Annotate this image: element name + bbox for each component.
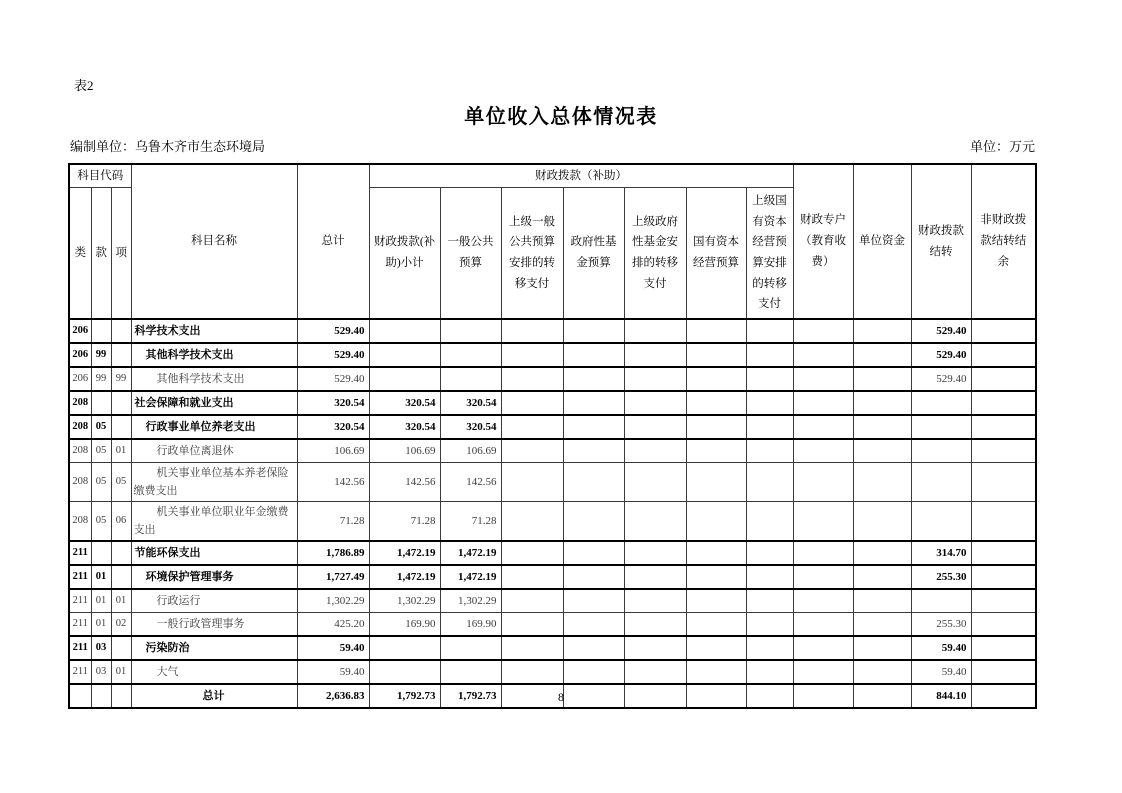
- cell-unit-funds: [853, 613, 911, 637]
- cell-subject-name: 科学技术支出: [131, 319, 297, 343]
- cell-kuan-code: 99: [91, 367, 111, 391]
- cell-unit-funds: [853, 343, 911, 367]
- cell-kuan-code: 05: [91, 415, 111, 439]
- table-row: [69, 367, 1036, 391]
- cell-xiang-code: [111, 391, 131, 415]
- cell-fiscal-carryover: 255.30: [911, 565, 971, 589]
- header-gov-fund-budget: 政府性基金预算: [563, 188, 624, 320]
- cell-grand-total: 529.40: [297, 319, 369, 343]
- cell-gov-fund-budget: [563, 391, 624, 415]
- cell-fiscal-carryover: [911, 439, 971, 463]
- cell-unit-funds: [853, 415, 911, 439]
- header-kuan-col: 款: [91, 188, 111, 320]
- cell-higher-state-capital-transfer: [746, 415, 793, 439]
- cell-higher-gov-fund-transfer: [624, 415, 686, 439]
- cell-subject-name: 一般行政管理事务: [131, 613, 297, 637]
- table-row: [69, 391, 1036, 415]
- table-row: [69, 613, 1036, 637]
- cell-higher-state-capital-transfer: [746, 391, 793, 415]
- cell-kuan-code: 05: [91, 439, 111, 463]
- cell-kuan-code: 03: [91, 636, 111, 660]
- cell-fiscal-special-account: [793, 343, 853, 367]
- cell-non-fiscal-carryover: [971, 636, 1036, 660]
- cell-fiscal-carryover: 529.40: [911, 367, 971, 391]
- header-fiscal-carryover: 财政拨款结转: [911, 164, 971, 319]
- cell-higher-general-transfer: [501, 439, 563, 463]
- header-subject-name: 科目名称: [131, 164, 297, 319]
- cell-higher-state-capital-transfer: [746, 502, 793, 542]
- cell-state-capital-budget: [686, 415, 746, 439]
- cell-fiscal-carryover: 529.40: [911, 319, 971, 343]
- cell-grand-total: 1,727.49: [297, 565, 369, 589]
- cell-higher-state-capital-transfer: [746, 565, 793, 589]
- cell-grand-total: 1,786.89: [297, 541, 369, 565]
- cell-non-fiscal-carryover: [971, 589, 1036, 613]
- cell-subject-name: 其他科学技术支出: [131, 367, 297, 391]
- cell-general-public-budget: 142.56: [440, 463, 501, 502]
- cell-fiscal-special-account: [793, 463, 853, 502]
- cell-higher-state-capital-transfer: [746, 463, 793, 502]
- cell-fiscal-subtotal: 320.54: [369, 415, 440, 439]
- cell-unit-funds: [853, 636, 911, 660]
- cell-unit-funds: [853, 439, 911, 463]
- cell-fiscal-special-account: [793, 319, 853, 343]
- cell-subject-name: 行政单位离退休: [131, 439, 297, 463]
- table-header: [69, 164, 1036, 319]
- header-subject-code: 科目代码: [69, 164, 131, 188]
- cell-higher-general-transfer: [501, 463, 563, 502]
- cell-class-code: 211: [69, 636, 91, 660]
- cell-higher-state-capital-transfer: [746, 589, 793, 613]
- cell-non-fiscal-carryover: [971, 367, 1036, 391]
- cell-class-code: 211: [69, 660, 91, 684]
- cell-non-fiscal-carryover: [971, 565, 1036, 589]
- cell-gov-fund-budget: [563, 439, 624, 463]
- cell-higher-gov-fund-transfer: [624, 391, 686, 415]
- cell-unit-funds: [853, 565, 911, 589]
- cell-class-code: 211: [69, 541, 91, 565]
- cell-subject-name: 环境保护管理事务: [131, 565, 297, 589]
- table-row: [69, 541, 1036, 565]
- cell-gov-fund-budget: [563, 541, 624, 565]
- cell-non-fiscal-carryover: [971, 502, 1036, 542]
- cell-higher-gov-fund-transfer: [624, 319, 686, 343]
- cell-general-public-budget: [440, 660, 501, 684]
- cell-higher-state-capital-transfer: [746, 319, 793, 343]
- cell-unit-funds: [853, 367, 911, 391]
- cell-fiscal-special-account: [793, 502, 853, 542]
- cell-fiscal-subtotal: 106.69: [369, 439, 440, 463]
- page-title: 单位收入总体情况表: [464, 106, 658, 128]
- cell-gov-fund-budget: [563, 343, 624, 367]
- cell-grand-total: 142.56: [297, 463, 369, 502]
- cell-state-capital-budget: [686, 636, 746, 660]
- cell-gov-fund-budget: [563, 565, 624, 589]
- cell-xiang-code: [111, 541, 131, 565]
- cell-higher-general-transfer: [501, 319, 563, 343]
- cell-state-capital-budget: [686, 541, 746, 565]
- cell-state-capital-budget: [686, 565, 746, 589]
- cell-state-capital-budget: [686, 367, 746, 391]
- cell-fiscal-subtotal: 169.90: [369, 613, 440, 637]
- cell-class-code: 208: [69, 439, 91, 463]
- cell-general-public-budget: 169.90: [440, 613, 501, 637]
- cell-higher-gov-fund-transfer: [624, 502, 686, 542]
- header-higher-gov-fund-transfer: 上级政府性基金安排的转移支付: [624, 188, 686, 320]
- cell-fiscal-special-account: [793, 589, 853, 613]
- income-overview-table: [68, 163, 1037, 709]
- cell-class-code: 211: [69, 565, 91, 589]
- cell-higher-general-transfer: [501, 636, 563, 660]
- cell-state-capital-budget: [686, 439, 746, 463]
- cell-fiscal-carryover: 314.70: [911, 541, 971, 565]
- cell-higher-state-capital-transfer: [746, 636, 793, 660]
- cell-fiscal-carryover: [911, 502, 971, 542]
- cell-higher-general-transfer: [501, 391, 563, 415]
- cell-higher-state-capital-transfer: [746, 343, 793, 367]
- cell-gov-fund-budget: [563, 613, 624, 637]
- cell-class-code: 211: [69, 589, 91, 613]
- table-row: [69, 565, 1036, 589]
- table-row: [69, 415, 1036, 439]
- header-class-col: 类: [69, 188, 91, 320]
- cell-gov-fund-budget: [563, 502, 624, 542]
- cell-general-public-budget: 1,472.19: [440, 565, 501, 589]
- cell-unit-funds: [853, 463, 911, 502]
- cell-higher-state-capital-transfer: [746, 367, 793, 391]
- cell-general-public-budget: 1,472.19: [440, 541, 501, 565]
- cell-fiscal-subtotal: 320.54: [369, 391, 440, 415]
- cell-higher-state-capital-transfer: [746, 439, 793, 463]
- table-row: [69, 636, 1036, 660]
- cell-higher-state-capital-transfer: [746, 541, 793, 565]
- cell-xiang-code: [111, 565, 131, 589]
- header-state-capital-budget: 国有资本经营预算: [686, 188, 746, 320]
- cell-xiang-code: 05: [111, 463, 131, 502]
- cell-unit-funds: [853, 660, 911, 684]
- cell-higher-gov-fund-transfer: [624, 636, 686, 660]
- cell-class-code: 206: [69, 343, 91, 367]
- cell-non-fiscal-carryover: [971, 613, 1036, 637]
- cell-general-public-budget: [440, 343, 501, 367]
- cell-fiscal-carryover: [911, 589, 971, 613]
- cell-fiscal-carryover: 59.40: [911, 660, 971, 684]
- cell-fiscal-subtotal: [369, 660, 440, 684]
- cell-higher-general-transfer: [501, 589, 563, 613]
- cell-class-code: 208: [69, 502, 91, 542]
- cell-general-public-budget: [440, 636, 501, 660]
- table-row: [69, 439, 1036, 463]
- page-number: 8: [558, 690, 564, 704]
- cell-fiscal-special-account: [793, 439, 853, 463]
- cell-subject-name: 机关事业单位基本养老保险缴费支出: [131, 463, 297, 502]
- table-row: [69, 502, 1036, 542]
- cell-fiscal-carryover: [911, 463, 971, 502]
- cell-fiscal-subtotal: 142.56: [369, 463, 440, 502]
- cell-xiang-code: [111, 343, 131, 367]
- cell-subject-name: 行政事业单位养老支出: [131, 415, 297, 439]
- cell-fiscal-subtotal: [369, 343, 440, 367]
- cell-xiang-code: 99: [111, 367, 131, 391]
- cell-gov-fund-budget: [563, 319, 624, 343]
- cell-fiscal-special-account: [793, 541, 853, 565]
- cell-subject-name: 总计: [131, 684, 297, 708]
- header-grand-total: 总计: [297, 164, 369, 319]
- cell-fiscal-subtotal: [369, 319, 440, 343]
- cell-fiscal-subtotal: [369, 367, 440, 391]
- cell-subject-name: 大气: [131, 660, 297, 684]
- header-higher-general-transfer: 上级一般公共预算安排的转移支付: [501, 188, 563, 320]
- cell-class-code: 206: [69, 367, 91, 391]
- cell-grand-total: 529.40: [297, 367, 369, 391]
- cell-fiscal-special-account: [793, 660, 853, 684]
- cell-higher-gov-fund-transfer: [624, 589, 686, 613]
- cell-class-code: 208: [69, 391, 91, 415]
- cell-higher-general-transfer: [501, 367, 563, 391]
- header-unit-funds: 单位资金: [853, 164, 911, 319]
- cell-general-public-budget: 106.69: [440, 439, 501, 463]
- cell-non-fiscal-carryover: [971, 343, 1036, 367]
- cell-fiscal-special-account: [793, 613, 853, 637]
- cell-non-fiscal-carryover: [971, 541, 1036, 565]
- header-fiscal-special-account: 财政专户（教育收费）: [793, 164, 853, 319]
- cell-fiscal-carryover: 529.40: [911, 343, 971, 367]
- cell-higher-gov-fund-transfer: [624, 367, 686, 391]
- cell-state-capital-budget: [686, 502, 746, 542]
- cell-kuan-code: 03: [91, 660, 111, 684]
- cell-subject-name: 行政运行: [131, 589, 297, 613]
- table-label: 表2: [74, 78, 94, 93]
- header-fiscal-subtotal: 财政拨款(补助)小计: [369, 188, 440, 320]
- cell-gov-fund-budget: [563, 463, 624, 502]
- cell-grand-total: 106.69: [297, 439, 369, 463]
- cell-general-public-budget: 1,792.73: [440, 684, 501, 708]
- table-row: [69, 463, 1036, 502]
- cell-kuan-code: 01: [91, 565, 111, 589]
- cell-higher-state-capital-transfer: [746, 613, 793, 637]
- cell-higher-gov-fund-transfer: [624, 565, 686, 589]
- cell-non-fiscal-carryover: [971, 415, 1036, 439]
- cell-fiscal-carryover: 59.40: [911, 636, 971, 660]
- cell-higher-gov-fund-transfer: [624, 439, 686, 463]
- prepared-by-label: 编制单位：乌鲁木齐市生态环境局: [70, 139, 266, 154]
- cell-state-capital-budget: [686, 463, 746, 502]
- cell-state-capital-budget: [686, 660, 746, 684]
- cell-higher-general-transfer: [501, 343, 563, 367]
- cell-xiang-code: [111, 415, 131, 439]
- meta-row: [70, 136, 1035, 155]
- header-non-fiscal-carryover: 非财政拨款结转结余: [971, 164, 1036, 319]
- cell-kuan-code: 01: [91, 613, 111, 637]
- cell-gov-fund-budget: [563, 660, 624, 684]
- cell-higher-general-transfer: [501, 541, 563, 565]
- cell-xiang-code: [111, 319, 131, 343]
- cell-kuan-code: [91, 541, 111, 565]
- cell-class-code: 206: [69, 319, 91, 343]
- cell-grand-total: 529.40: [297, 343, 369, 367]
- cell-xiang-code: [111, 636, 131, 660]
- cell-fiscal-subtotal: 1,472.19: [369, 541, 440, 565]
- cell-gov-fund-budget: [563, 589, 624, 613]
- table-body: [69, 319, 1036, 708]
- cell-fiscal-subtotal: 71.28: [369, 502, 440, 542]
- cell-grand-total: 1,302.29: [297, 589, 369, 613]
- cell-grand-total: 71.28: [297, 502, 369, 542]
- cell-subject-name: 机关事业单位职业年金缴费支出: [131, 502, 297, 542]
- cell-kuan-code: 99: [91, 343, 111, 367]
- cell-unit-funds: [853, 319, 911, 343]
- cell-subject-name: 节能环保支出: [131, 541, 297, 565]
- cell-state-capital-budget: [686, 613, 746, 637]
- cell-higher-gov-fund-transfer: [624, 463, 686, 502]
- cell-higher-general-transfer: [501, 565, 563, 589]
- cell-xiang-code: 02: [111, 613, 131, 637]
- cell-fiscal-special-account: [793, 367, 853, 391]
- table-row: [69, 589, 1036, 613]
- cell-higher-general-transfer: [501, 613, 563, 637]
- cell-higher-gov-fund-transfer: [624, 660, 686, 684]
- cell-unit-funds: [853, 391, 911, 415]
- cell-kuan-code: 01: [91, 589, 111, 613]
- cell-grand-total: 59.40: [297, 660, 369, 684]
- cell-class-code: 208: [69, 415, 91, 439]
- cell-xiang-code: 01: [111, 660, 131, 684]
- cell-general-public-budget: [440, 367, 501, 391]
- cell-general-public-budget: 320.54: [440, 391, 501, 415]
- cell-fiscal-special-account: [793, 636, 853, 660]
- cell-higher-state-capital-transfer: [746, 660, 793, 684]
- cell-grand-total: 425.20: [297, 613, 369, 637]
- cell-higher-general-transfer: [501, 660, 563, 684]
- cell-general-public-budget: 71.28: [440, 502, 501, 542]
- cell-grand-total: 59.40: [297, 636, 369, 660]
- cell-fiscal-carryover: 255.30: [911, 613, 971, 637]
- cell-gov-fund-budget: [563, 636, 624, 660]
- cell-fiscal-carryover: [911, 415, 971, 439]
- cell-fiscal-carryover: [911, 391, 971, 415]
- cell-class-code: 208: [69, 463, 91, 502]
- cell-state-capital-budget: [686, 319, 746, 343]
- cell-fiscal-subtotal: 1,302.29: [369, 589, 440, 613]
- header-row-group: [69, 164, 1036, 188]
- cell-non-fiscal-carryover: [971, 439, 1036, 463]
- cell-fiscal-carryover: 844.10: [911, 684, 971, 708]
- cell-general-public-budget: 1,302.29: [440, 589, 501, 613]
- cell-fiscal-special-account: [793, 391, 853, 415]
- cell-non-fiscal-carryover: [971, 660, 1036, 684]
- cell-unit-funds: [853, 541, 911, 565]
- cell-general-public-budget: [440, 319, 501, 343]
- cell-unit-funds: [853, 502, 911, 542]
- table-row: [69, 343, 1036, 367]
- cell-fiscal-special-account: [793, 415, 853, 439]
- cell-gov-fund-budget: [563, 367, 624, 391]
- cell-fiscal-special-account: [793, 565, 853, 589]
- header-fiscal-group: 财政拨款（补助）: [369, 164, 793, 188]
- header-general-public-budget: 一般公共预算: [440, 188, 501, 320]
- cell-higher-general-transfer: [501, 502, 563, 542]
- cell-higher-gov-fund-transfer: [624, 343, 686, 367]
- cell-xiang-code: 01: [111, 439, 131, 463]
- cell-kuan-code: 05: [91, 463, 111, 502]
- cell-xiang-code: 01: [111, 589, 131, 613]
- header-higher-state-capital-transfer: 上级国有资本经营预算安排的转移支付: [746, 188, 793, 320]
- cell-fiscal-subtotal: 1,792.73: [369, 684, 440, 708]
- cell-subject-name: 社会保障和就业支出: [131, 391, 297, 415]
- cell-non-fiscal-carryover: [971, 319, 1036, 343]
- header-xiang-col: 项: [111, 188, 131, 320]
- cell-higher-gov-fund-transfer: [624, 541, 686, 565]
- cell-gov-fund-budget: [563, 415, 624, 439]
- cell-fiscal-subtotal: 1,472.19: [369, 565, 440, 589]
- cell-higher-general-transfer: [501, 415, 563, 439]
- cell-kuan-code: [91, 391, 111, 415]
- cell-kuan-code: [91, 319, 111, 343]
- cell-fiscal-subtotal: [369, 636, 440, 660]
- table-row: [69, 660, 1036, 684]
- cell-unit-funds: [853, 589, 911, 613]
- cell-state-capital-budget: [686, 343, 746, 367]
- cell-grand-total: 320.54: [297, 391, 369, 415]
- cell-non-fiscal-carryover: [971, 391, 1036, 415]
- cell-grand-total: 320.54: [297, 415, 369, 439]
- unit-note-label: 单位：万元: [969, 139, 1035, 154]
- cell-xiang-code: 06: [111, 502, 131, 542]
- table-row: [69, 319, 1036, 343]
- cell-higher-gov-fund-transfer: [624, 613, 686, 637]
- cell-non-fiscal-carryover: [971, 463, 1036, 502]
- cell-class-code: 211: [69, 613, 91, 637]
- cell-subject-name: 污染防治: [131, 636, 297, 660]
- cell-kuan-code: 05: [91, 502, 111, 542]
- cell-state-capital-budget: [686, 391, 746, 415]
- cell-general-public-budget: 320.54: [440, 415, 501, 439]
- cell-subject-name: 其他科学技术支出: [131, 343, 297, 367]
- cell-state-capital-budget: [686, 589, 746, 613]
- cell-grand-total: 2,636.83: [297, 684, 369, 708]
